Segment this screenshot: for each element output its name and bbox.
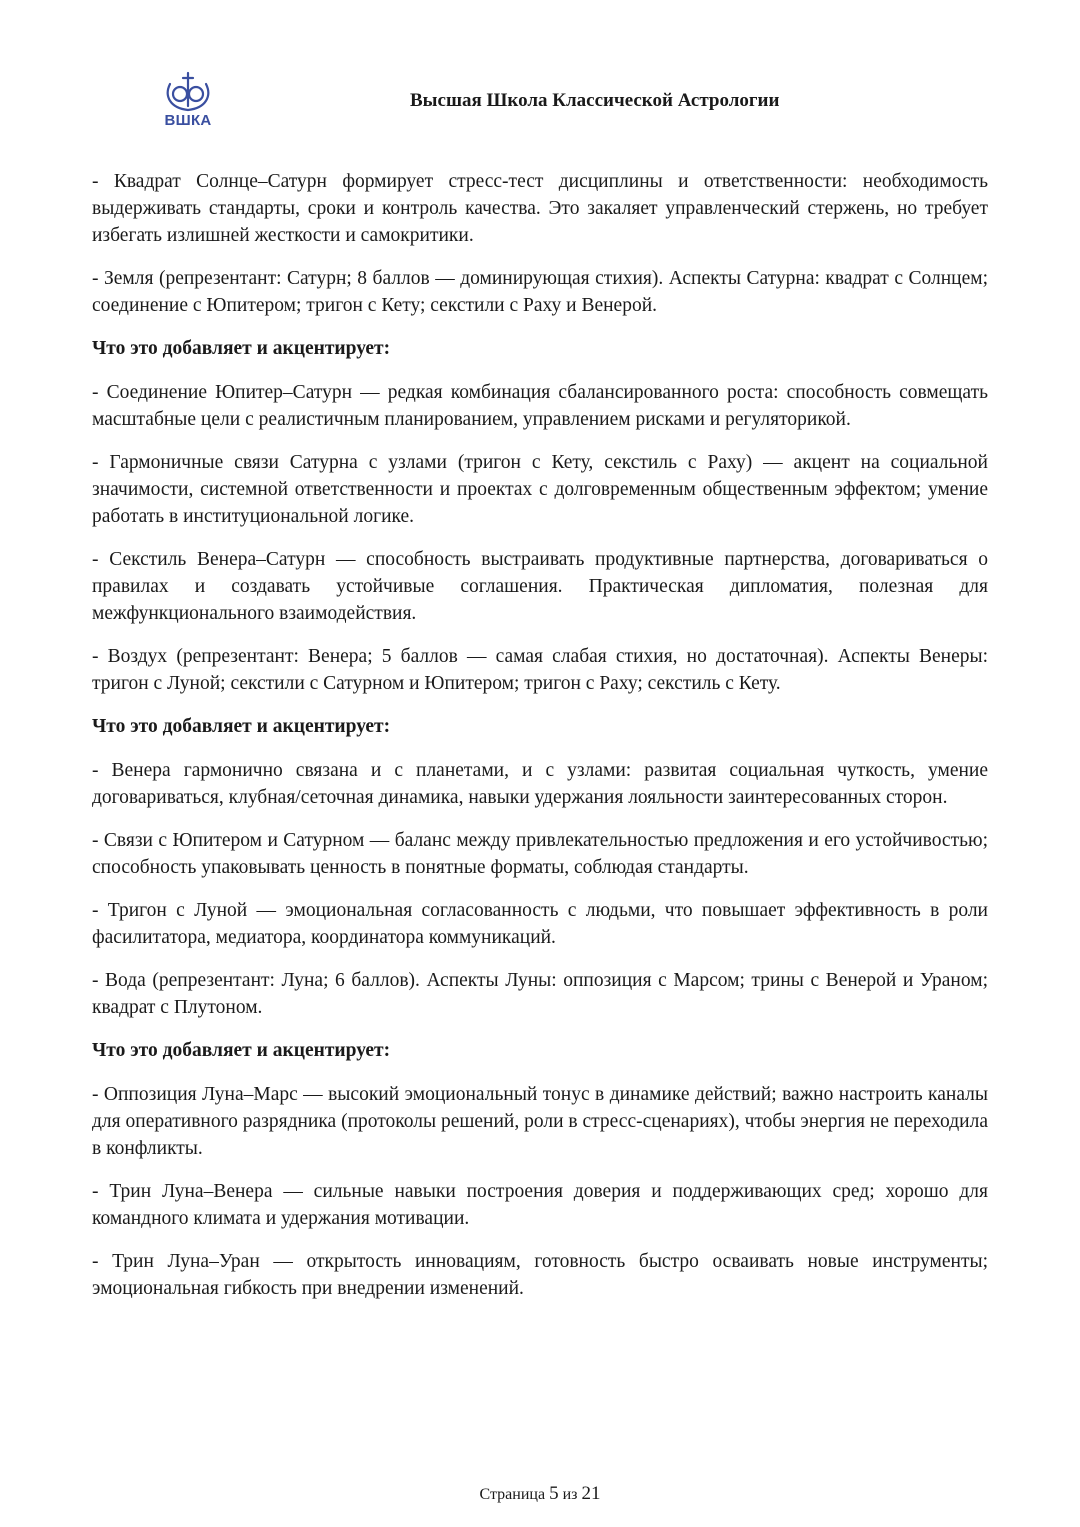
section-heading: Что это добавляет и акцентирует: <box>92 338 391 359</box>
body-paragraph: - Воздух (репрезентант: Венера; 5 баллов — самая слабая стихия, но достаточная). Аспекты Венеры: тригон с Луной; секстили с Сатурном и Юпитером; тригон с Раху; секстиль с Кету. <box>92 646 988 694</box>
logo-emblem-icon <box>158 70 218 114</box>
body-paragraph: - Венера гармонично связана и с планетами, и с узлами: развитая социальная чуткость, умение договариваться, клубная/сеточная динамика, навыки удержания лояльности заинтересованных сторон. <box>92 760 988 808</box>
footer-prefix: Страница <box>479 1486 546 1503</box>
logo-text: ВШКА <box>164 112 212 129</box>
footer-page-number: 5 <box>549 1483 559 1504</box>
body-paragraph: - Гармоничные связи Сатурна с узлами (тригон с Кету, секстиль с Раху) — акцент на социальной значимости, системной ответственности и проектах с долговременным общественным эффектом; умение работать в институциональной логике. <box>92 452 988 527</box>
body-paragraph: - Квадрат Солнце–Сатурн формирует стресс-тест дисциплины и ответственности: необходимость выдерживать стандарты, сроки и контроль качества. Это закаляет управленческий стержень, но требует избегать излишней жесткости и самокритики. <box>92 171 988 246</box>
document-body <box>92 168 988 1318</box>
body-paragraph: - Трин Луна–Венера — сильные навыки построения доверия и поддерживающих сред; хорошо для командного климата и удержания мотивации. <box>92 1181 988 1229</box>
body-paragraph: - Оппозиция Луна–Марс — высокий эмоциональный тонус в динамике действий; важно настроить каналы для оперативного разрядника (протоколы решений, роли в стресс-сценариях), чтобы энергия не переходила в конфликты. <box>92 1084 988 1159</box>
body-paragraph: - Вода (репрезентант: Луна; 6 баллов). Аспекты Луны: оппозиция с Марсом; трины с Венерой и Ураном; квадрат с Плутоном. <box>92 970 988 1018</box>
body-paragraph: - Тригон с Луной — эмоциональная согласованность с людьми, что повышает эффективность в роли фасилитатора, медиатора, координатора коммуникаций. <box>92 900 988 948</box>
section-heading: Что это добавляет и акцентирует: <box>92 1040 391 1061</box>
header-title: Высшая Школа Классической Астрологии <box>410 90 780 111</box>
body-paragraph: - Трин Луна–Уран — открытость инновациям, готовность быстро осваивать новые инструменты; эмоциональная гибкость при внедрении изменений. <box>92 1251 988 1299</box>
body-paragraph: - Секстиль Венера–Сатурн — способность выстраивать продуктивные партнерства, договариваться о правилах и создавать устойчивые соглашения. Практическая дипломатия, полезная для межфункционального взаимодействия. <box>92 549 988 624</box>
body-paragraph: - Земля (репрезентант: Сатурн; 8 баллов — доминирующая стихия). Аспекты Сатурна: квадрат с Солнцем; соединение с Юпитером; тригон с Кету; секстили с Раху и Венерой. <box>92 268 988 316</box>
footer-total-pages: 21 <box>581 1483 601 1504</box>
body-paragraph: - Соединение Юпитер–Сатурн — редкая комбинация сбалансированного роста: способность совмещать масштабные цели с реалистичным планированием, управлением рисками и регуляторикой. <box>92 382 988 430</box>
page-footer <box>0 1483 1080 1505</box>
school-logo <box>158 70 218 132</box>
footer-separator: из <box>562 1486 578 1503</box>
section-heading: Что это добавляет и акцентирует: <box>92 716 391 737</box>
body-paragraph: - Связи с Юпитером и Сатурном — баланс между привлекательностью предложения и его устойчивостью; способность упаковывать ценность в понятные форматы, соблюдая стандарты. <box>92 830 988 878</box>
